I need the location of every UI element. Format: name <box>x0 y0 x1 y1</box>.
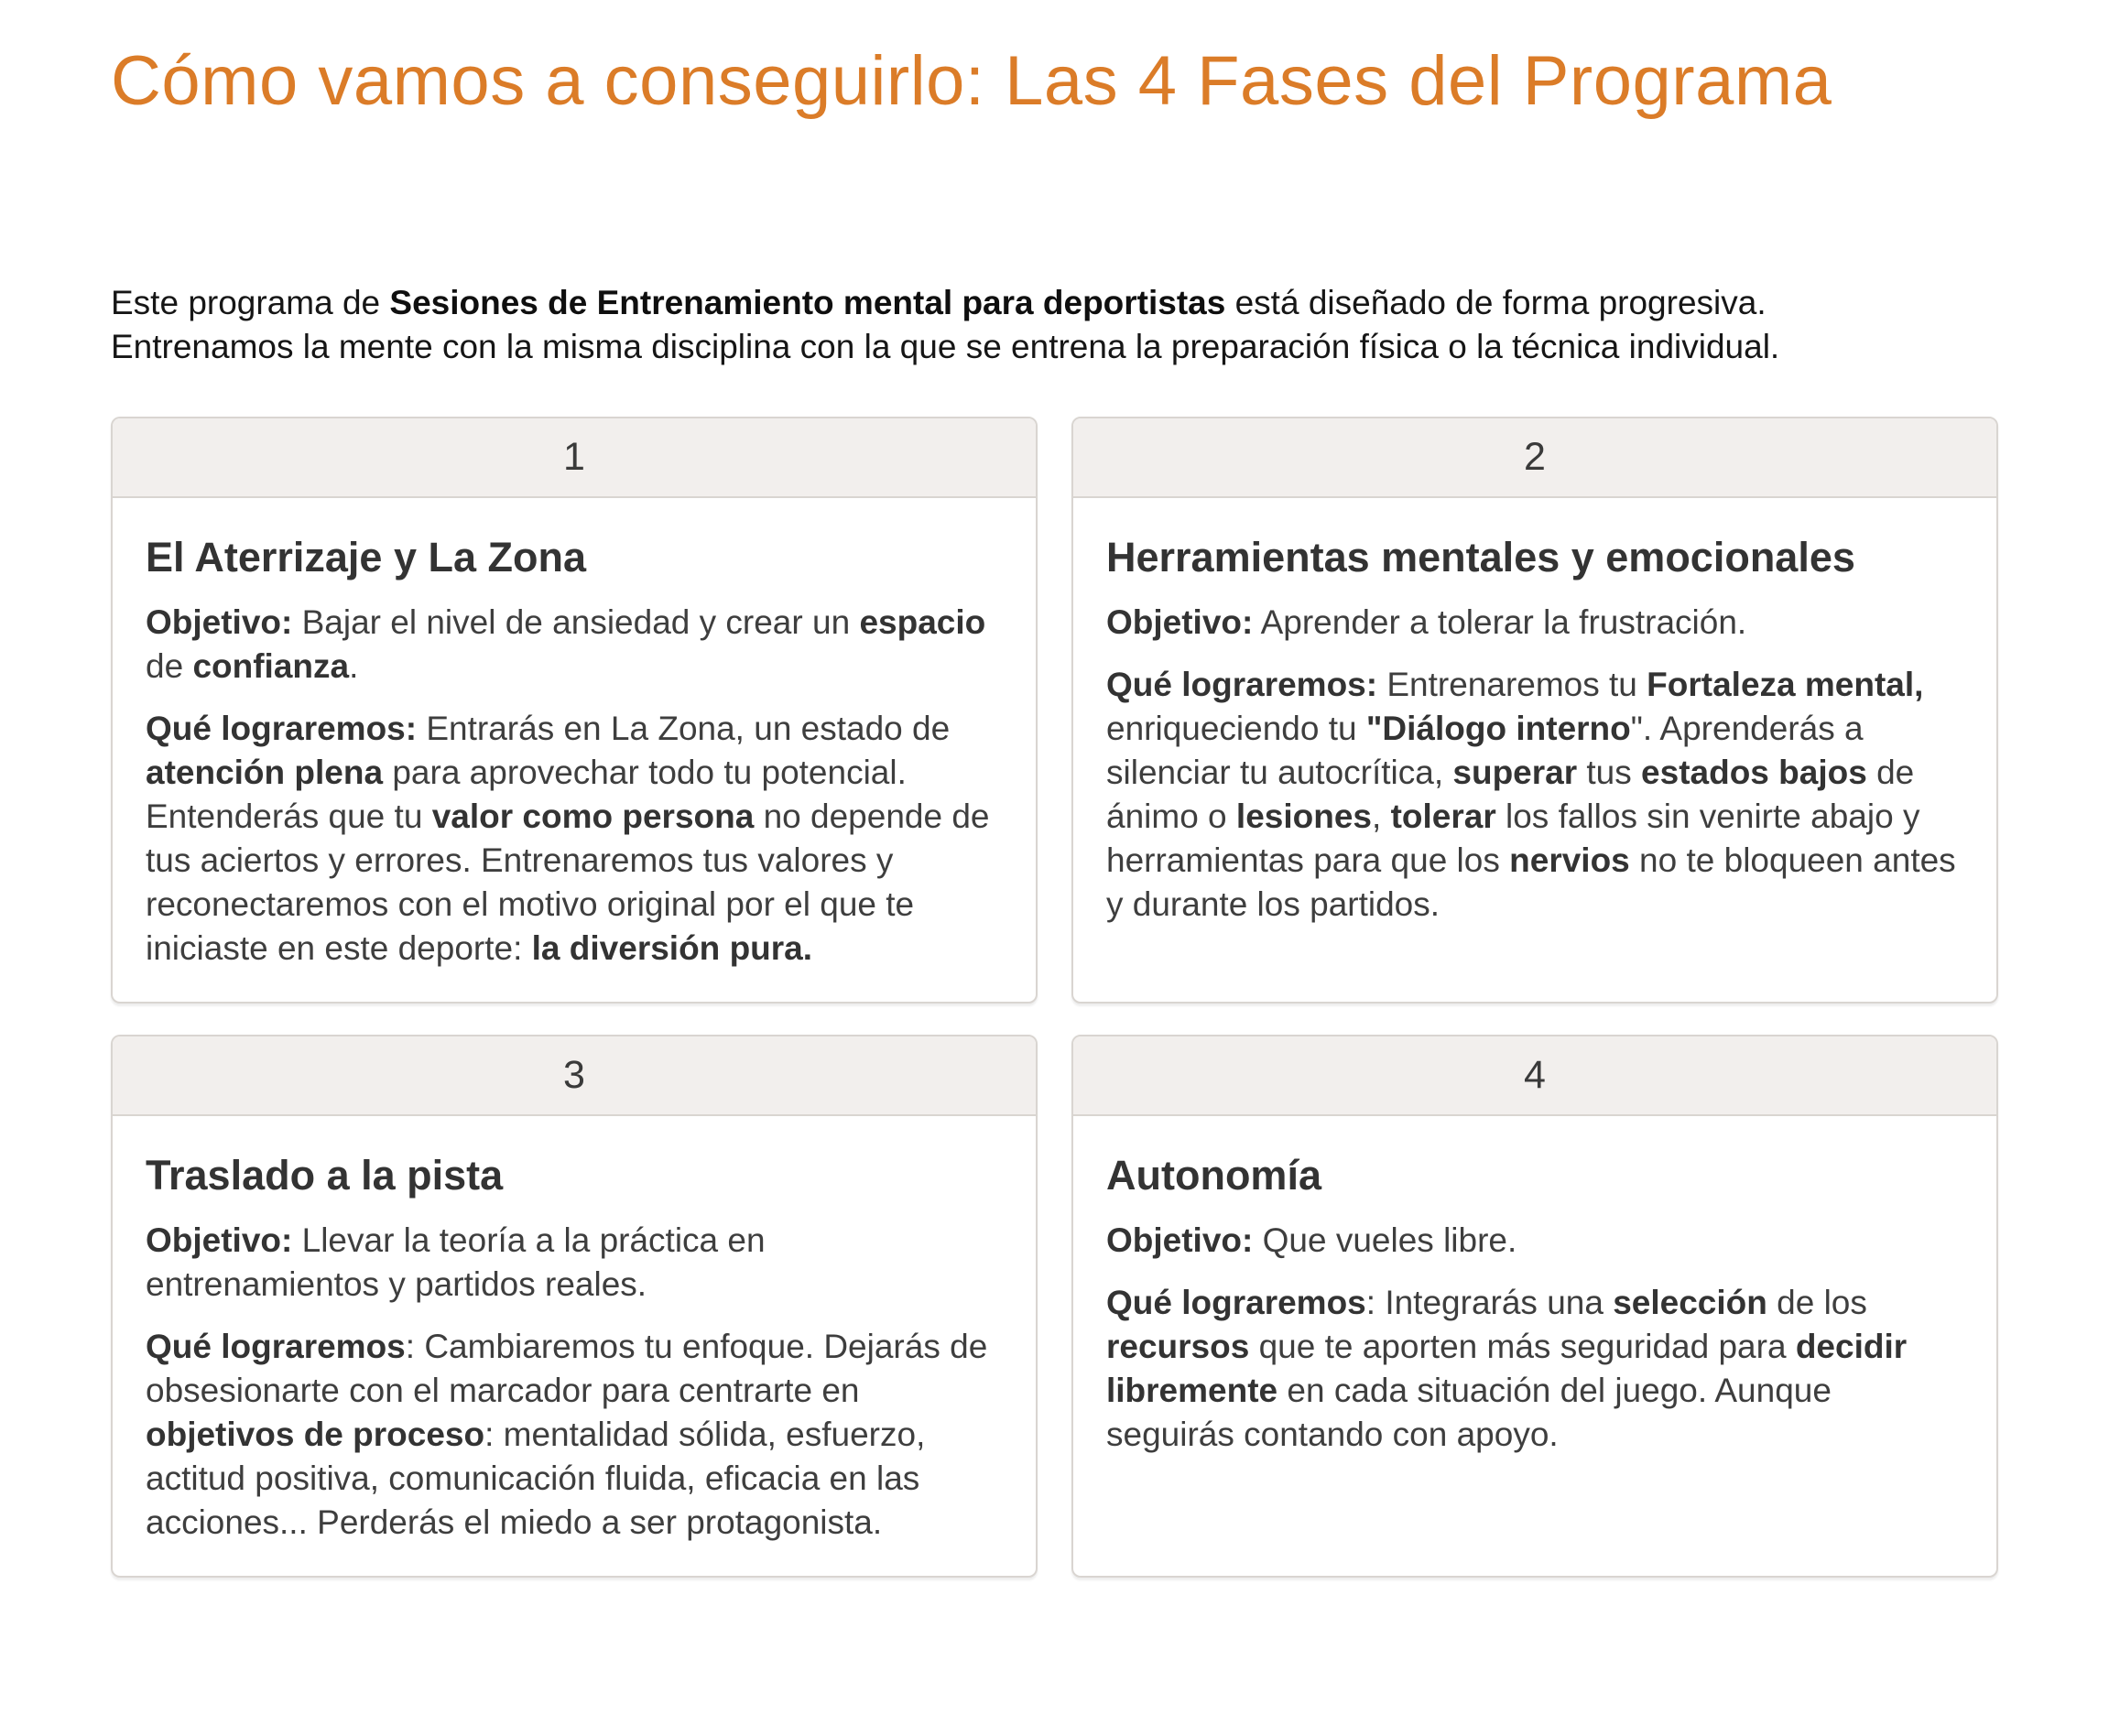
phase-4-outcomes: Qué lograremos: Integrarás una selección de los recursos que te aporten más seguridad para decidir libremente en cada situación del juego. Aunque seguirás contando con apoyo. <box>1106 1283 1908 1453</box>
phase-4-number-header <box>1073 1036 1996 1116</box>
phase-2-outcomes: Qué lograremos: Entrenaremos tu Fortaleza mental, enriqueciendo tu "Diálogo interno". Aprenderás a silenciar tu autocrítica, superar tus estados bajos de ánimo o lesiones, tolerar los fallos sin venirte abajo y herramientas para que los nervios no te bloqueen antes y durante los partidos. <box>1106 665 1956 923</box>
phase-3-number: 3 <box>563 1052 585 1097</box>
phase-2-number-header <box>1073 418 1996 498</box>
phase-1-title: El Aterrizaje y La Zona <box>146 533 586 580</box>
phases-grid <box>111 417 1998 1578</box>
phase-4-number: 4 <box>1524 1052 1546 1097</box>
phase-1-objective: Objetivo: Bajar el nivel de ansiedad y crear un espacio de confianza. <box>146 602 986 685</box>
intro-paragraph: Este programa de Sesiones de Entrenamiento mental para deportistas está diseñado de forma progresiva. Entrenamos la mente con la misma disciplina con la que se entrena la preparación física o la técnica individual. <box>111 283 1780 365</box>
phase-2-number: 2 <box>1524 434 1546 479</box>
phase-2-body <box>1073 498 1996 958</box>
phase-4-body <box>1073 1116 1996 1488</box>
phase-card-3 <box>111 1035 1038 1578</box>
phase-2-title: Herramientas mentales y emocionales <box>1106 533 1855 580</box>
phase-card-2 <box>1071 417 1998 1004</box>
phase-1-number-header <box>113 418 1036 498</box>
page-title: Cómo vamos a conseguirlo: Las 4 Fases del Programa <box>111 42 1832 120</box>
phase-card-1 <box>111 417 1038 1004</box>
phase-1-body <box>113 498 1036 1002</box>
phase-4-objective: Objetivo: Que vueles libre. <box>1106 1221 1517 1259</box>
phase-1-number: 1 <box>563 434 585 479</box>
phase-4-title: Autonomía <box>1106 1151 1321 1199</box>
phase-3-title: Traslado a la pista <box>146 1151 504 1199</box>
phase-3-body <box>113 1116 1036 1576</box>
phase-3-objective: Objetivo: Llevar la teoría a la práctica en entrenamientos y partidos reales. <box>146 1221 766 1303</box>
phase-2-objective: Objetivo: Aprender a tolerar la frustración. <box>1106 602 1747 641</box>
phase-1-outcomes: Qué lograremos: Entrarás en La Zona, un estado de atención plena para aprovechar todo tu potencial. Entenderás que tu valor como persona no depende de tus aciertos y errores. Entrenaremos tus valores y reconectaremos con el motivo original por el que te iniciaste en este deporte: la diversión pura. <box>146 709 990 967</box>
phase-3-outcomes: Qué lograremos: Cambiaremos tu enfoque. Dejarás de obsesionarte con el marcador para centrarte en objetivos de proceso: mentalidad sólida, esfuerzo, actitud positiva, comunicación fluida, eficacia en las acciones... Perderás el miedo a ser protagonista. <box>146 1327 988 1541</box>
phase-3-number-header <box>113 1036 1036 1116</box>
phase-card-4 <box>1071 1035 1998 1578</box>
